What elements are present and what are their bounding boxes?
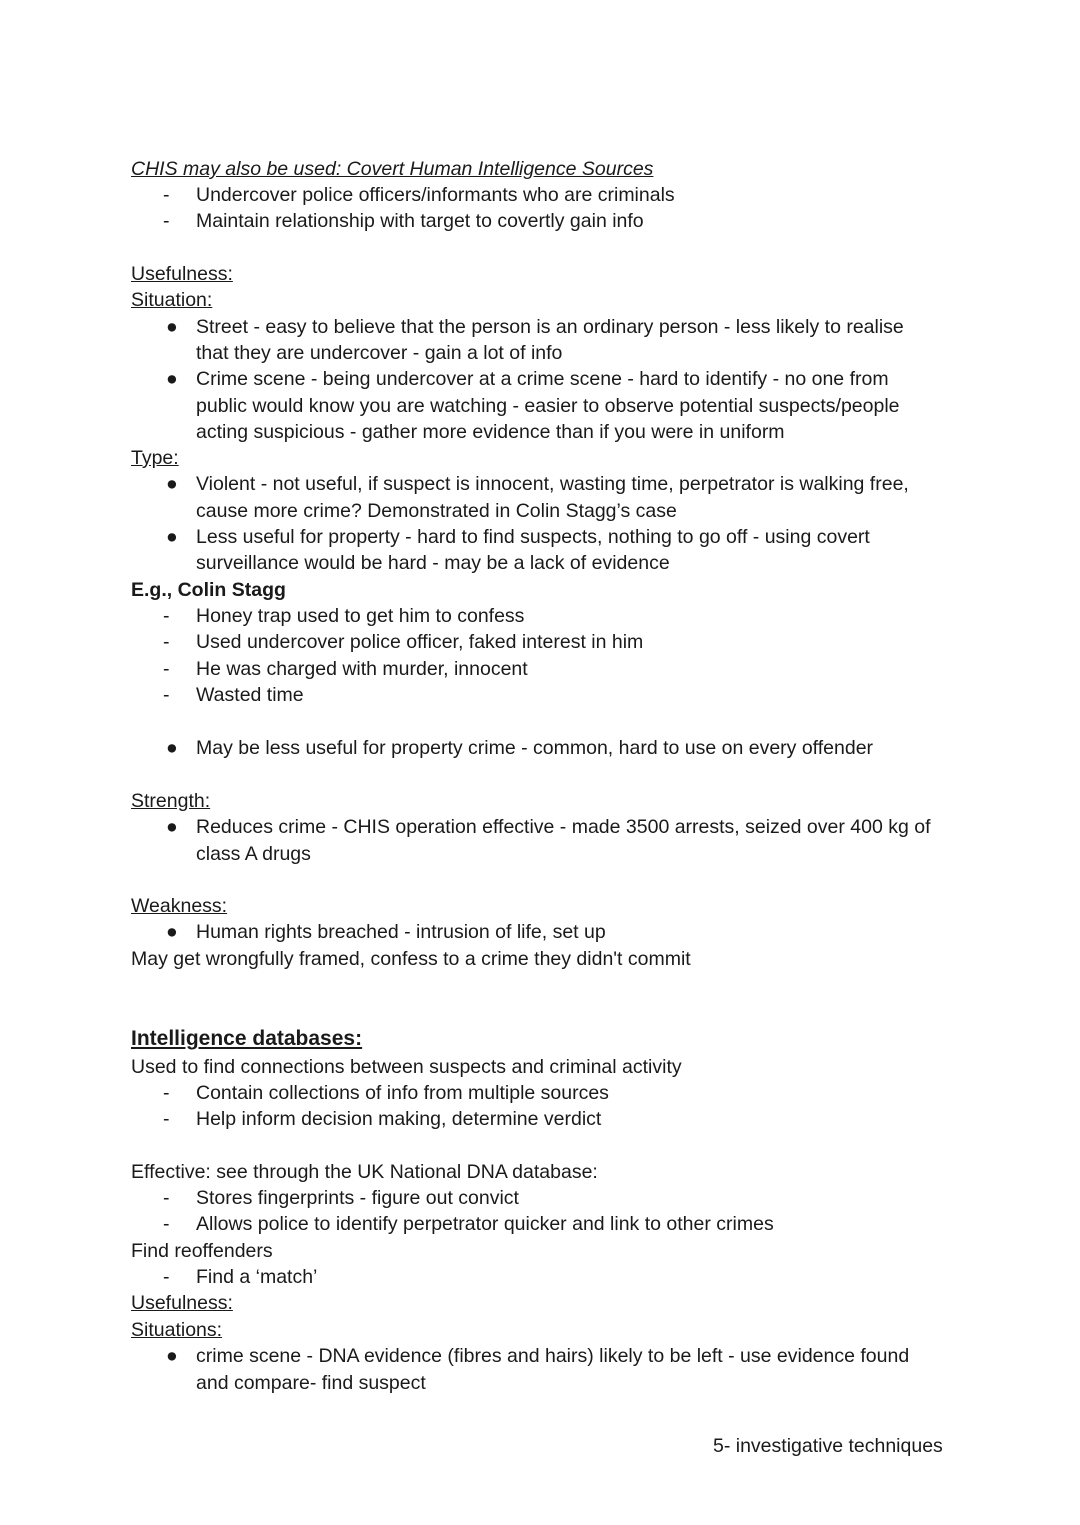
page-footer: 5- investigative techniques [713, 1435, 943, 1457]
effective-line: Effective: see through the UK National DNA database: [131, 1161, 598, 1183]
db-crime-scene-line: and compare- find suspect [196, 1372, 426, 1394]
chis-heading: CHIS may also be used: Covert Human Intelligence Sources [131, 158, 654, 180]
weakness-line: May get wrongfully framed, confess to a crime they didn't commit [131, 948, 691, 970]
dash-marker: - [163, 210, 170, 232]
chis-item: Maintain relationship with target to covertly gain info [196, 210, 644, 232]
usefulness-heading: Usefulness: [131, 263, 233, 285]
reoffenders-line: Find reoffenders [131, 1240, 273, 1262]
effective-item: Stores fingerprints - figure out convict [196, 1187, 519, 1209]
dash-marker: - [163, 605, 170, 627]
dash-marker: - [163, 1187, 170, 1209]
property-line: surveillance would be hard - may be a lack of evidence [196, 552, 670, 574]
bullet-marker: ● [166, 473, 178, 495]
dash-marker: - [163, 1108, 170, 1130]
dash-marker: - [163, 1082, 170, 1104]
violent-line: Violent - not useful, if suspect is innocent, wasting time, perpetrator is walking free, [196, 473, 909, 495]
bullet-marker: ● [166, 316, 178, 338]
dash-marker: - [163, 631, 170, 653]
db-crime-scene-line: crime scene - DNA evidence (fibres and hairs) likely to be left - use evidence found [196, 1345, 910, 1367]
bullet-marker: ● [166, 816, 178, 838]
violent-line: cause more crime? Demonstrated in Colin Stagg’s case [196, 500, 677, 522]
databases-heading: Intelligence databases: [131, 1027, 363, 1050]
databases-item: Contain collections of info from multiple sources [196, 1082, 609, 1104]
weakness-heading: Weakness: [131, 895, 228, 917]
strength-line: class A drugs [196, 843, 311, 865]
db-situations-heading: Situations: [131, 1319, 223, 1341]
situation-heading: Situation: [131, 289, 213, 311]
bullet-marker: ● [166, 737, 178, 759]
db-usefulness-heading: Usefulness: [131, 1292, 233, 1314]
strength-line: Reduces crime - CHIS operation effective - made 3500 arrests, seized over 400 kg of [196, 816, 931, 838]
dash-marker: - [163, 1266, 170, 1288]
dash-marker: - [163, 684, 170, 706]
crime-scene-line: acting suspicious - gather more evidence than if you were in uniform [196, 421, 785, 443]
crime-scene-line: public would know you are watching - easier to observe potential suspects/people [196, 395, 900, 417]
example-item: Used undercover police officer, faked interest in him [196, 631, 644, 653]
street-line: that they are undercover - gain a lot of info [196, 342, 563, 364]
dash-marker: - [163, 658, 170, 680]
bullet-marker: ● [166, 526, 178, 548]
dash-marker: - [163, 184, 170, 206]
reoffenders-item: Find a ‘match’ [196, 1266, 318, 1288]
databases-item: Help inform decision making, determine verdict [196, 1108, 602, 1130]
weakness-bullet: Human rights breached - intrusion of life, set up [196, 921, 606, 943]
chis-item: Undercover police officers/informants who are criminals [196, 184, 675, 206]
databases-intro: Used to find connections between suspects and criminal activity [131, 1056, 682, 1078]
bullet-marker: ● [166, 368, 178, 390]
dash-marker: - [163, 1213, 170, 1235]
bullet-marker: ● [166, 921, 178, 943]
example-item: Honey trap used to get him to confess [196, 605, 525, 627]
street-line: Street - easy to believe that the person is an ordinary person - less likely to realise [196, 316, 904, 338]
effective-item: Allows police to identify perpetrator quicker and link to other crimes [196, 1213, 774, 1235]
strength-heading: Strength: [131, 790, 211, 812]
example-note: May be less useful for property crime - common, hard to use on every offender [196, 737, 874, 759]
bullet-marker: ● [166, 1345, 178, 1367]
type-heading: Type: [131, 447, 179, 469]
crime-scene-line: Crime scene - being undercover at a crime scene - hard to identify - no one from [196, 368, 889, 390]
example-item: He was charged with murder, innocent [196, 658, 528, 680]
example-heading: E.g., Colin Stagg [131, 579, 286, 601]
property-line: Less useful for property - hard to find suspects, nothing to go off - using covert [196, 526, 870, 548]
example-item: Wasted time [196, 684, 304, 706]
